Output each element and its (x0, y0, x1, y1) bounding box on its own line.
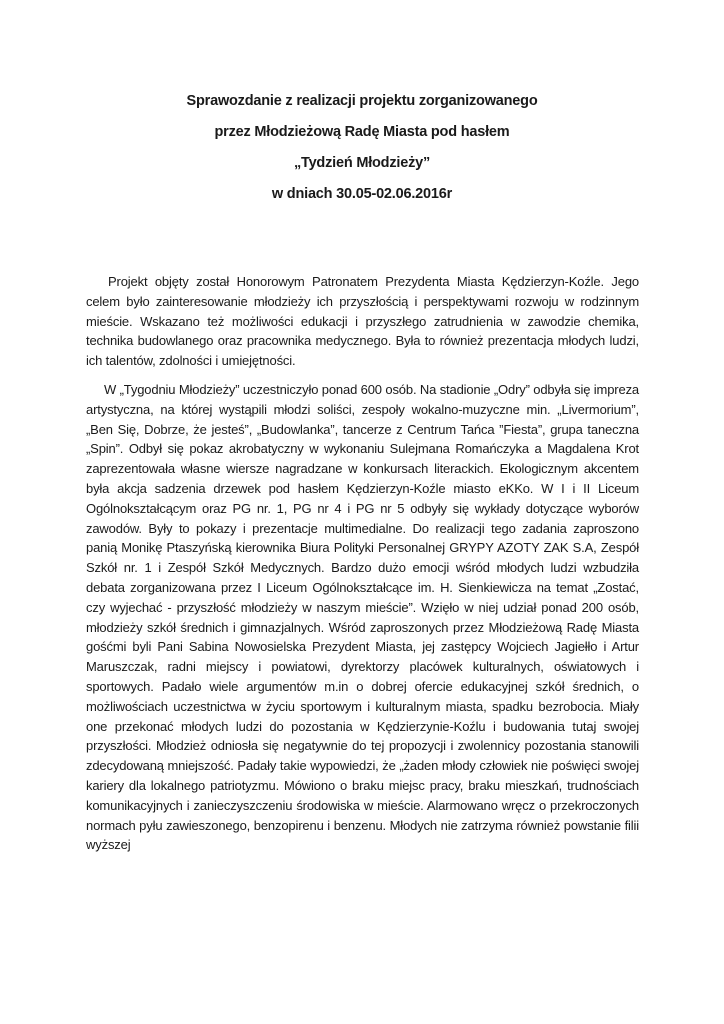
report-title (0, 86, 724, 210)
title-line-2: przez Młodzieżową Radę Miasta pod hasłem (214, 124, 510, 140)
title-line-4: w dniach 30.05-02.06.2016r (271, 186, 453, 202)
report-body (86, 272, 639, 864)
title-line-1: Sprawozdanie z realizacji projektu zorganizowanego (186, 93, 538, 109)
paragraph-events: W „Tygodniu Młodzieży” uczestniczyło ponad 600 osób. Na stadionie „Odry” odbyła się impreza artystyczna, na której wystąpili młodzi soliści, zespoły wokalno-muzyczne min. „Livermorium”, „Ben Się, Dobrze, że jesteś”, „Budowlanka”, tancerze z Centrum Tańca ”Fiesta”, grupa taneczna „Spin”. Odbył się pokaz akrobatyczny w wykonaniu Sulejmana Romańczyka a Magdalena Krot zaprezentowała własne wiersze nagradzane w konkursach literackich. Ekologicznym akcentem była akcja sadzenia drzewek pod hasłem Kędzierzyn-Koźle miasto eKKo. W I i II Liceum Ogólnokształcącym oraz PG nr. 1, PG nr 4 i PG nr 5 odbyły się wykłady dotyczące wyborów zawodów. Były to pokazy i prezentacje multimedialne. Do realizacji tego zadania zaproszono panią Monikę Ptaszyńską kierownika Biura Polityki Personalnej GRYPY AZOTY ZAK S.A, Zespół Szkół nr. 1 i Zespół Szkół Medycznych. Bardzo dużo emocji wśród młodych ludzi wzbudziła debata zorganizowana przez I Liceum Ogólnokształcące im. H. Sienkiewicza na temat „Zostać, czy wyjechać - przyszłość młodzieży w naszym mieście”. Wzięło w niej udział ponad 200 osób, młodzieży szkół średnich i gimnazjalnych. Wśród zaproszonych przez Młodzieżową Radę Miasta gośćmi byli Pani Sabina Nowosielska Prezydent Miasta, jej zastępcy Wojciech Jagiełło i Artur Maruszczak, radni miejscy i powiatowi, dyrektorzy placówek kulturalnych, oświatowych i sportowych. Padało wiele argumentów m.in o dobrej ofercie edukacyjnej szkół średnich, o możliwościach uczestnictwa w życiu sportowym i kulturalnym miasta, spadku bezrobocia. Miały one przekonać młodych ludzi do pozostania w Kędzierzynie-Koźlu i budowania tutaj swojej przyszłości. Młodzież odniosła się negatywnie do tej propozycji i zwolennicy pozostania stanowili zdecydowaną mniejszość. Padały takie wypowiedzi, że „żaden młody człowiek nie poświęci swojej kariery dla lokalnego patriotyzmu. Mówiono o braku miejsc pracy, braku mieszkań, trudnościach komunikacyjnych i zanieczyszczeniu środowiska w mieście. Alarmowano wręcz o przekroczonych normach pyłu zawieszonego, benzopirenu i benzenu. Młodych nie zatrzyma również powstanie filii wyższej (86, 381, 639, 853)
paragraph-intro: Projekt objęty został Honorowym Patronatem Prezydenta Miasta Kędzierzyn-Koźle. Jego celem było zainteresowanie młodzieży ich przyszłością i perspektywami rozwoju w rodzinnym mieście. Wskazano też możliwości edukacji i przyszłego zatrudnienia w zawodzie chemika, technika budowlanego oraz pracownika medycznego. Była to również prezentacja młodych ludzi, ich talentów, zdolności i umiejętności. (86, 274, 639, 369)
title-line-3: „Tydzień Młodzieży” (293, 155, 431, 171)
